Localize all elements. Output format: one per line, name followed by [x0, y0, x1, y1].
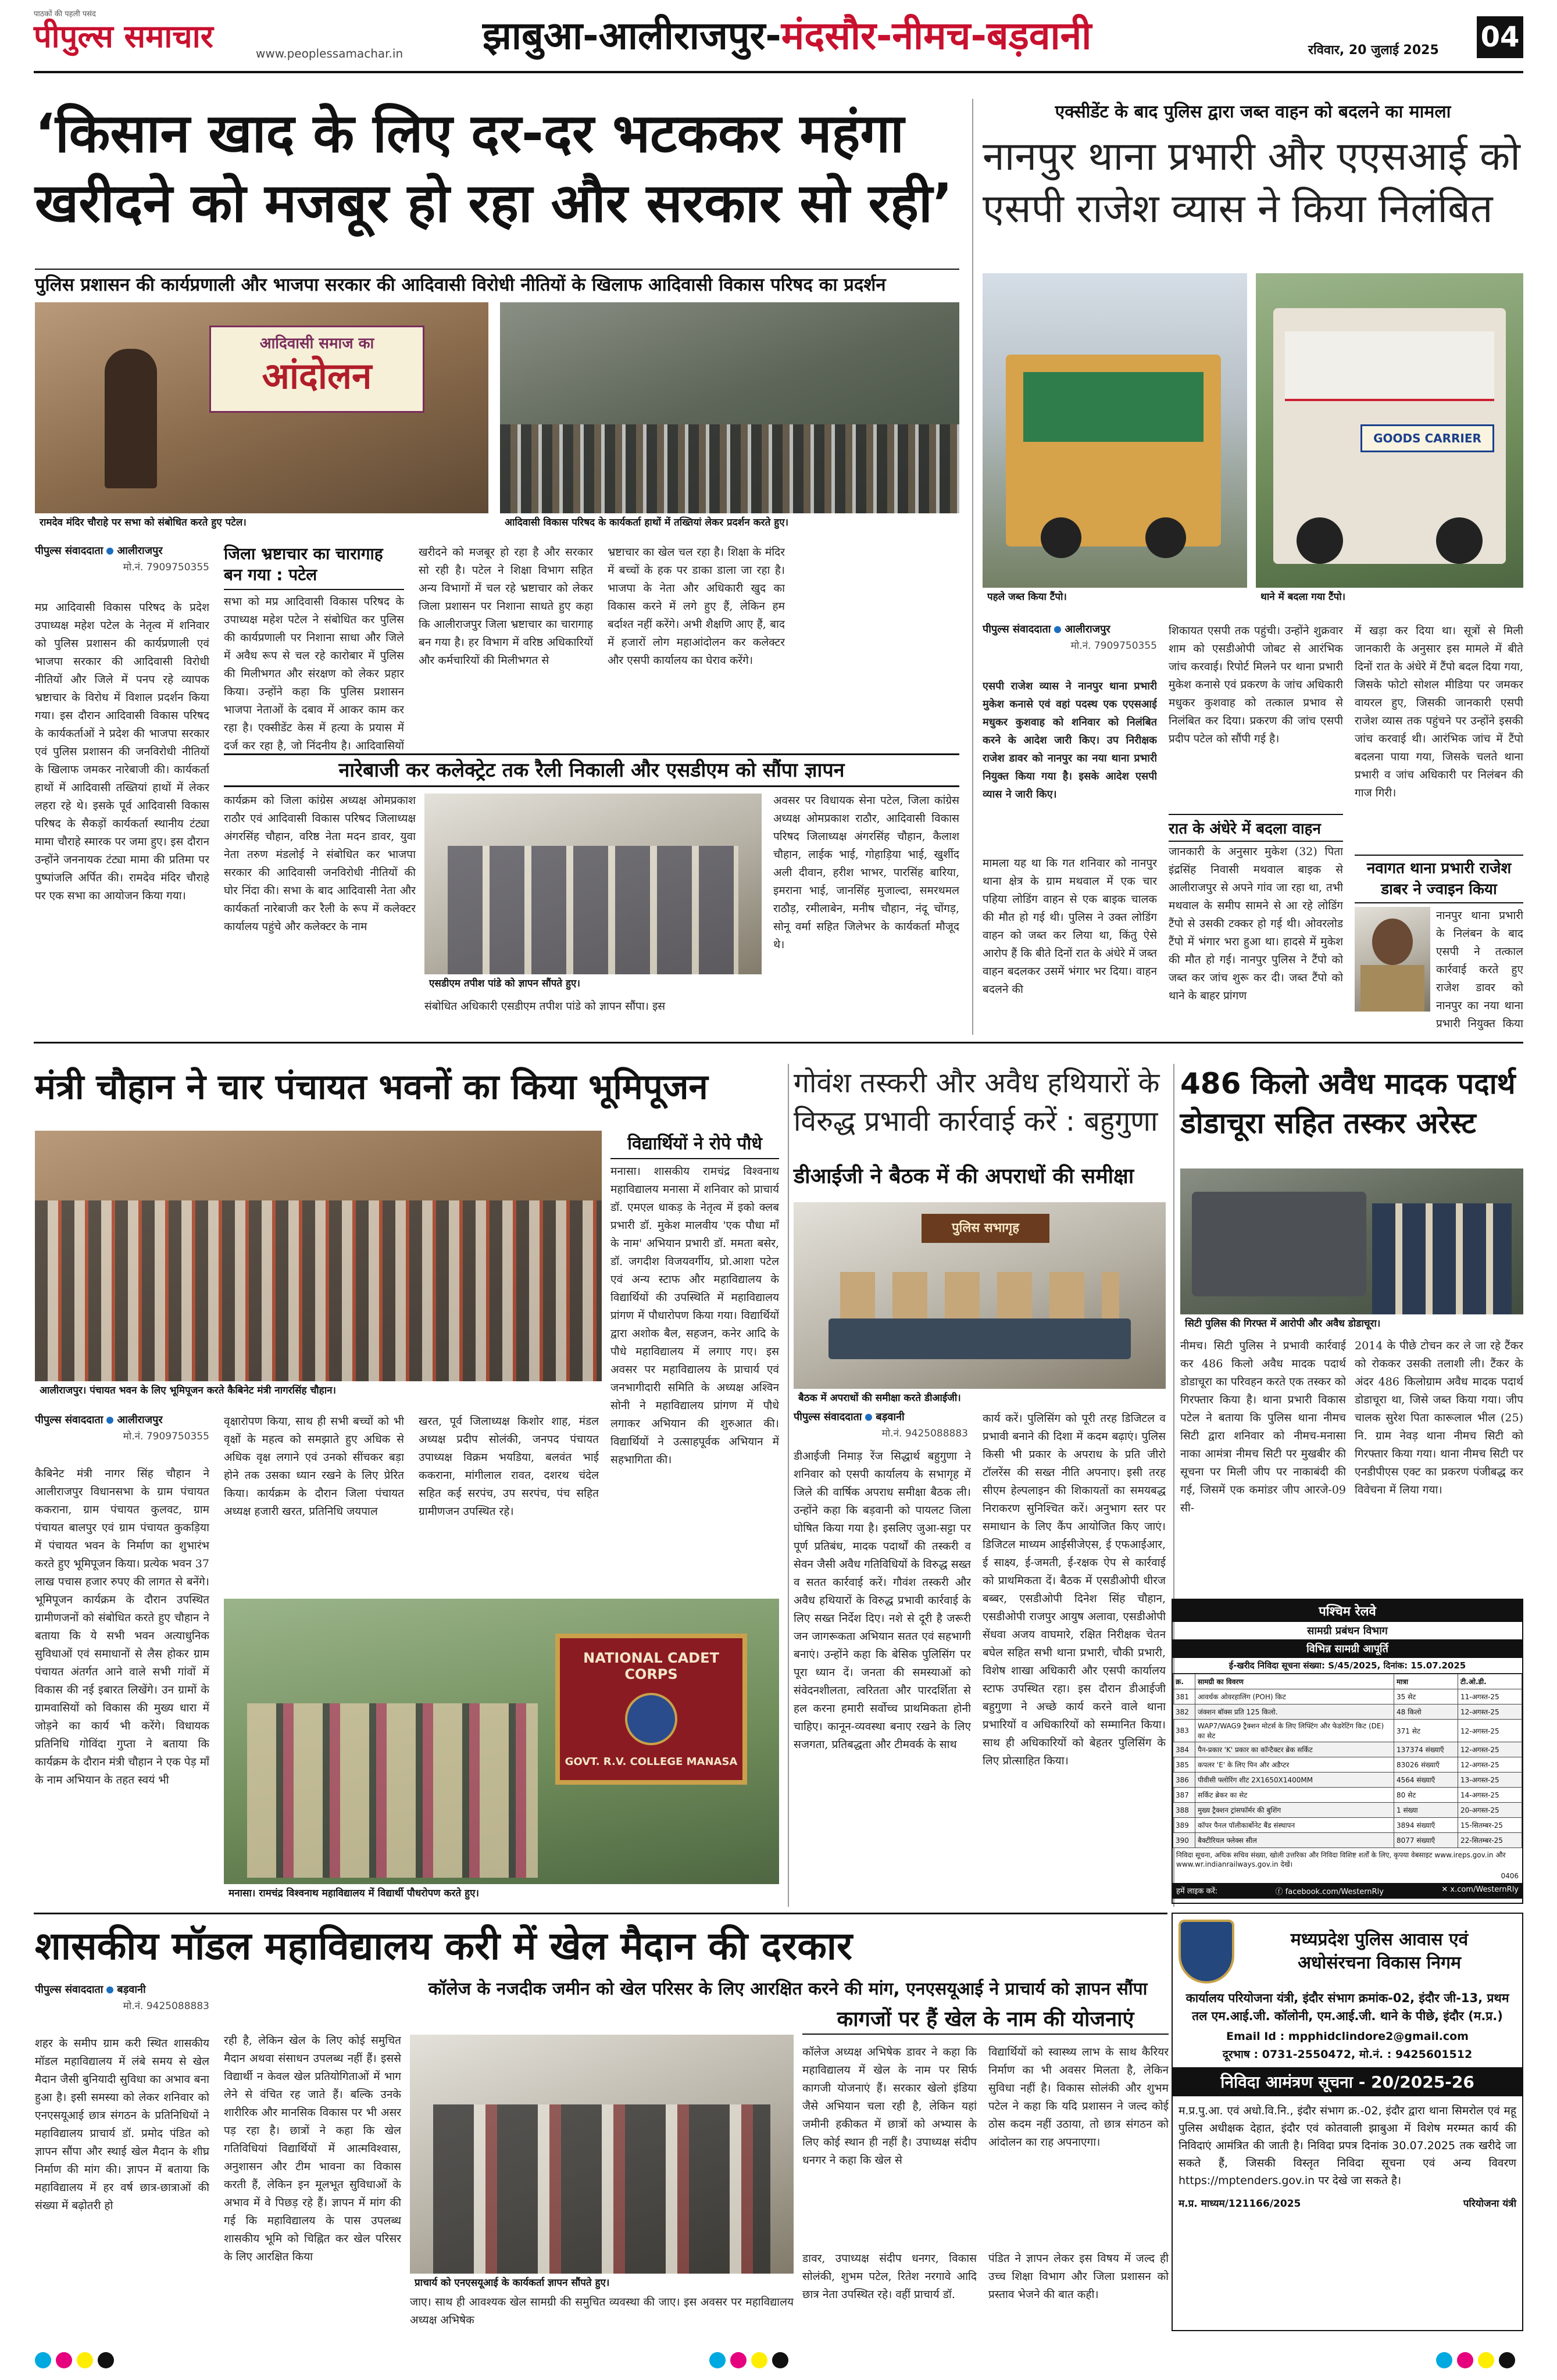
minister-photo[interactable]: [35, 1131, 602, 1398]
table-cell: बैक्टीरियल फ्लेक्स सील: [1195, 1833, 1394, 1848]
table-cell: कॉपर पैनल पॉलीकार्बोनेट बैंड संस्थापन: [1195, 1818, 1394, 1833]
police-email[interactable]: Email Id : mpphidclindore2@gmail.com: [1226, 2030, 1469, 2043]
col-divider: [972, 99, 973, 1035]
col-divider: [788, 1064, 789, 1907]
byline-place: बड़वानी: [876, 1411, 905, 1423]
sports-col-1: शहर के समीप ग्राम करी स्थित शासकीय मॉडल महाविद्यालय में लंबे समय से खेल मैदान जैसी बुनियादी सुविधा का अभाव बना हुआ है। इसी समस्या को लेकर शनिवार को एनएसयूआई छात्र संगठन के प्रतिनिधियों ने महाविद्यालय प्राचार्य डॉ. प्रमोद पंडित को ज्ञापन सौंपा और स्थाई खेल मैदान के शीघ्र निर्माण की मांग की। ज्ञापन में बताया कि महाविद्यालय में हर वर्ष छात्र-छात्राओं की संख्या में बढ़ोतरी हो: [35, 2037, 209, 2212]
lead-photo-3-caption: एसडीएम तपीश पांडे को ज्ञापन सौंपते हुए।: [424, 974, 762, 991]
narcotics-photo-caption: सिटी पुलिस की गिरफ्त में आरोपी और अवैध डोडाचूरा।: [1180, 1314, 1523, 1331]
byline-place: आलीराजपुर: [117, 1414, 163, 1426]
table-cell: 386: [1173, 1773, 1195, 1788]
lead-col-5: कार्यक्रम को जिला कांग्रेस अध्यक्ष ओमप्रकाश राठौर एवं आदिवासी विकास परिषद जिलाध्यक्ष अंगरसिंह चौहान, वरिष्ठ नेता मदन डावर, युवा नेता तरुण मंडलोई ने संबोधित कर भाजपा सरकार की आदिवासी जनविरोधी नीतियों की घोर निंदा की। सभा के बाद आदिवासी नेता और कार्यकर्ता नारेबाजी कर रैली के रूप में कलेक्टर कार्यालय पहुंचे और कलेक्टर के नाम: [224, 794, 416, 933]
table-cell: 15-सितम्बर-25: [1458, 1818, 1522, 1833]
table-cell: 12-अगस्त-25: [1458, 1757, 1522, 1773]
lead-col-2: सभा को मप्र आदिवासी विकास परिषद के उपाध्यक्ष महेश पटेल ने संबोधित कर पुलिस की कार्यप्रणाली पर निशाना साधा और जिले में अवैध रूप से चल रहे कारोबार में पुलिस की मिलीभगत और संरक्षण को लेकर प्रहार किया। उन्होंने कहा कि पुलिस प्रशासन भाजपा नेताओं के दबाव में आकर काम कर रहा है। एक्सीडेंट केस में हत्या के प्रयास में दर्ज कर रहा है, जो निंदनीय है। आदिवासियों: [224, 595, 404, 752]
dig-col-2: कार्य करें। पुलिसिंग को पूरी तरह डिजिटल व प्रभावी बनाने की दिशा में कदम बढ़ाएं। पुलिस किसी भी प्रकार के अपराध के प्रति जीरो टॉलरेंस की सख्त नीति अपनाए। इसी तरह सीएम हेल्पलाइन की शिकायतों का समयबद्ध निराकरण सुनिश्चित करें। अनुभाग स्तर पर समाधान के लिए कैंप आयोजित किए जाएं। डिजिटल माध्यम आईसीजेएस, ई एफआईआर, ई साक्ष्य, ई-जमती, ई-रक्षक ऐप से कार्रवाई को प्राथमिकता दें। बैठक में एसडीओपी धीरज बब्बर, एसडीओपी दिनेश सिंह चौहान, एसडीओपी राजपुर आयुष अलावा, एसडीओपी सेंधवा अजय वाघमारे, रक्षित निरीक्षक चेतन बघेल सहित सभी थाना प्रभारी, चौकी प्रभारी, विशेष शाखा अधिकारी और एसपी कार्यालय स्टाफ उपस्थित रहा। इस दौरान डीआईजी बहुगुणा ने अच्छे कार्य करने वाले थाना प्रभारियों व अधिकारियों को सम्मानित किया। साथ ही अधिकारियों को बेहतर पुलिसिंग के लिए प्रोत्साहित किया।: [983, 1412, 1166, 1767]
x-link-text: x.com/WesternRly: [1450, 1885, 1519, 1894]
section-rule-2: [34, 1913, 1167, 1914]
railway-tender: [1172, 1599, 1523, 1904]
byline-dot-icon: [106, 1986, 113, 1993]
tender-notice: ई-खरीद निविदा सूचना संख्या: S/45/2025, दिनांक: 15.07.2025: [1173, 1658, 1522, 1674]
crowd-shape: [35, 1200, 602, 1398]
table-cell: WAP7/WAG9 ट्रैक्शन मोटर्स के लिए लिफ्टिंग और फेडरेटिंग किट (DE) का सेट: [1195, 1720, 1394, 1742]
ncc-emblem-icon: [625, 1693, 677, 1745]
section-title-black: झाबुआ-आलीराजपुर-: [483, 13, 781, 58]
table-cell: 3894 संख्याएँ: [1394, 1818, 1458, 1833]
table-cell: 83026 संख्याएँ: [1394, 1757, 1458, 1773]
table-row: [1173, 1720, 1522, 1742]
andolan-banner: [209, 326, 424, 413]
lead-col-7: अवसर पर विधायक सेना पटेल, जिला कांग्रेस अध्यक्ष ओमप्रकाश राठौर, आदिवासी विकास परिषद जिलाध्यक्ष अंगरसिंह चौहान, कैलाश चौहान, लाईक भाई, गोहाड़िया भाई, खुर्शीद अली दीवान, हरीश भाभर, पारसिंह बारिया, इमराना भाई, जानसिंह मुजाल्दा, समरथमल राठौड़, रमीलाबेन, मनीष चौहान, नंदू चोंगड़, सोनू वर्मा सहित जिलेभर के कार्यकर्ता मौजूद थे।: [773, 794, 959, 951]
table-cell: 12-अगस्त-25: [1458, 1742, 1522, 1757]
table-row: [1173, 1818, 1522, 1833]
manasa-sub: विद्यार्थियों ने रोपे पौधे: [610, 1131, 779, 1159]
x-icon: ✕: [1441, 1885, 1451, 1894]
brand-logo[interactable]: [34, 8, 260, 64]
registration-marks-left: [35, 2352, 119, 2371]
byline-org: पीपुल्स संवाददाता: [983, 623, 1051, 635]
table-row: [1173, 1833, 1522, 1848]
students-shape: [247, 1703, 538, 1878]
narcotics-col-2: 2014 के पीछे टोचन कर ले जा रहे टैंकर को रोककर उसकी तलाशी ली। टैंकर के अंदर 486 किलोग्राम अवैध मादक पदार्थ डोडाचूरा था, जिसे जब्त किया गया। जीप चालक सुरेश पिता कारूलाल भील (25) नि. ग्राम नेवड़ थाना नीमच सिटी को गिरफ्तार किया गया। थाना नीमच सिटी पर एनडीपीएस एक्ट का प्रकरण पंजीबद्ध कर विवेचना में लिया गया।: [1355, 1339, 1523, 1496]
truck-1-shape: [1006, 355, 1221, 546]
website-link[interactable]: www.peoplessamachar.in: [256, 47, 403, 60]
byline-mobile: मो.नं. 7909750355: [123, 1431, 209, 1442]
table-cell: पीवीसी फ्लोरिंग शीट 2X1650X1400MM: [1195, 1773, 1394, 1788]
byline-org: पीपुल्स संवाददाता: [794, 1411, 862, 1423]
nanpur-byline: [983, 622, 1157, 652]
registration-marks-right: [1436, 2352, 1520, 2371]
registration-dot: [35, 2352, 51, 2368]
registration-dot: [709, 2352, 726, 2368]
byline-mobile: मो.नं. 9425088883: [881, 1428, 968, 1439]
registration-dot: [730, 2352, 747, 2368]
nanpur-col-3b: नानपुर थाना प्रभारी के निलंबन के बाद एसपी ने तत्काल कार्रवाई करते हुए राजेश डावर को नानपुर का नया थाना प्रभारी नियुक्त किया: [1436, 909, 1523, 1030]
mp-police-emblem-icon: [1179, 1920, 1234, 1984]
facebook-link[interactable]: [1276, 1885, 1384, 1896]
facebook-link-text: facebook.com/WesternRly: [1285, 1888, 1384, 1896]
nanpur-sub-1: रात के अंधेरे में बदला वाहन: [1169, 814, 1343, 842]
masthead-rule: [34, 71, 1523, 73]
speaker-figure: [105, 349, 157, 488]
section-rule-1: [34, 1042, 1523, 1044]
nanpur-sub-2: नवागत थाना प्रभारी राजेश डाबर ने ज्वाइन किया: [1355, 855, 1523, 903]
dig-headline: गोवंश तस्करी और अवैध हथियारों के विरुद्ध प्रभावी कार्रवाई करें : बहुगुणा: [794, 1067, 1160, 1138]
tender-title: विभिन्न सामग्री आपूर्ति: [1173, 1640, 1522, 1658]
table-header-row: [1173, 1674, 1522, 1689]
byline-dot-icon: [1054, 626, 1061, 633]
table-cell: मुख्य ट्रैक्शन ट्रांसफॉर्मर की बुशिंग: [1195, 1803, 1394, 1818]
nanpur-col-3: में खड़ा कर दिया था। सूत्रों से मिली जानकारी के अनुसार इस मामले में बीते दिनों रात के अंधेरे में टैंपो बदल दिया गया, जिसके फोटो सोशल मीडिया पर जमकर वायरल हुए, जिसकी जानकारी एसपी राजेश व्यास तक पहुंचने पर उन्होंने इसकी जांच करवाई थी। आरंभिक जांच में टैंपो बदलना पाया गया, जिसके चलते थाना प्रभारी व जांच अधिकारी पर निलंबन की गाज गिरी।: [1355, 624, 1523, 799]
table-cell: 4564 संख्याएँ: [1394, 1773, 1458, 1788]
table-cell: 11-अगस्त-25: [1458, 1689, 1522, 1704]
byline-dot-icon: [106, 1417, 113, 1424]
sports-photo-caption: प्राचार्य को एनएसयूआई के कार्यकर्ता ज्ञापन सौंपते हुए।: [410, 2274, 794, 2290]
issue-date: रविवार, 20 जुलाई 2025: [1308, 43, 1439, 58]
tender-table: [1173, 1674, 1522, 1848]
lead-photo-1[interactable]: [35, 302, 488, 530]
lead-col-3: खरीदने को मजबूर हो रहा है और सरकार सो रही है। पटेल ने शिक्षा विभाग सहित अन्य विभागों में चल रहे भ्रष्टाचार को लेकर जिला प्रशासन पर निशाना साधते हुए कहा कि आलीराजपुर जिला भ्रष्टाचार का चारागाह बन गया है। हर विभाग में वरिष्ठ अधिकारियों और कर्मचारियों की मिलीभगत से: [419, 546, 593, 667]
police-tender-title: निविदा आमंत्रण सूचना - 20/2025-26: [1173, 2067, 1522, 2096]
narcotics-photo[interactable]: [1180, 1168, 1523, 1331]
page-number: 04: [1477, 16, 1523, 58]
nanpur-headline: नानपुर थाना प्रभारी और एएसआई को एसपी राजेश व्यास ने किया निलंबित: [983, 134, 1520, 232]
sports-col-3: जाए। साथ ही आवश्यक खेल सामग्री की समुचित व्यवस्था की जाए। इस अवसर पर महाविद्यालय अध्यक्ष अभिषेक: [410, 2296, 794, 2327]
ncc-sign-line2: GOVT. R.V. COLLEGE MANASA: [565, 1756, 738, 1768]
police-tender-body: म.प्र.पु.आ. एवं अधो.वि.नि., इंदौर संभाग क्र.-02, इंदौर द्वारा थाना सिमरोल एवं महू पुलिस अधीक्षक देहात, इंदौर एवं कोतवाली झाबुआ में विशेष मरम्मत कार्य की निविदाएं आमंत्रित की जाती है। निविदा प्रपत्र दिनांक 30.07.2025 तक खरीदे जा सकते हैं, जिसकी विस्तृत निविदा सूचना एवं अन्य विवरण https://mptenders.gov.in पर देखे जा सकते है।: [1179, 2104, 1516, 2187]
sports-strap-1: कॉलेज के नजदीक जमीन को खेल परिसर के लिए आरक्षित करने की मांग, एनएसयूआई ने प्राचार्य को ज्ञापन सौंपा: [428, 1979, 1148, 1999]
sports-col-4: कॉलेज अध्यक्ष अभिषेक डावर ने कहा कि महाविद्यालय में खेल के नाम पर सिर्फ कागजी योजनाएं हैं। सरकार खेलो इंडिया जैसे अभियान चला रही है, लेकिन यहां जमीनी हकीकत में छात्रों को अभ्यास के लिए कोई स्थान ही नहीं है। उपाध्यक्ष संदीप धनगर ने कहा कि खेल से: [802, 2046, 977, 2167]
dig-photo-caption: बैठक में अपराधों की समीक्षा करते डीआईजी।: [794, 1389, 1166, 1406]
andolan-banner-main: आंदोलन: [262, 355, 372, 397]
police-sign: परियोजना यंत्री: [1463, 2198, 1516, 2210]
table-cell: 48 किलो: [1394, 1704, 1458, 1720]
dig-col-1: डीआईजी निमाड़ रेंज सिद्धार्थ बहुगुणा ने शनिवार को एसपी कार्यालय के सभागृह में जिले की वार्षिक अपराध समीक्षा बैठक ली। उन्होंने कहा कि बड़वानी को पायलट जिला घोषित किया गया है। इसलिए जुआ-सट्टा पर पूर्ण प्रतिबंध, मादक पदार्थों की तस्करी व सेवन जैसी अवैध गतिविधियों के विरुद्ध सख्त व सतत कार्रवाई करें। गौवंश तस्करी और अवैध हथियारों के विरुद्ध प्रभावी कार्रवाई के लिए सख्त निर्देश दिए। नशे से दूरी है जरूरी जन जागरूकता अभियान सतत एवं सहभागी बनाएं। उन्होंने कहा कि बेसिक पुलिसिंग पर पूरा ध्यान दें। जनता की समस्याओं को संवेदनशीलता, त्वरितता और पारदर्शिता से हल करना हमारी सर्वोच्च प्राथमिकता होनी चाहिए। कानून-व्यवस्था बनाए रखने के लिए सजगता, प्रतिबद्धता और टीमवर्क के साथ: [794, 1450, 971, 1751]
brand-name: पीपुल्स समाचार: [34, 18, 213, 55]
table-cell: 1 संख्या: [1394, 1803, 1458, 1818]
table-header: मात्रा: [1394, 1674, 1458, 1689]
dig-strap: डीआईजी ने बैठक में की अपराधों की समीक्षा: [794, 1164, 1134, 1188]
table-cell: 14-अगस्त-25: [1458, 1788, 1522, 1803]
registration-marks-center: [709, 2352, 793, 2371]
lead-col-1: मप्र आदिवासी विकास परिषद के प्रदेश उपाध्यक्ष महेश पटेल के नेतृत्व में शनिवार को पुलिस प्रशासन की कार्यप्रणाली एवं भाजपा सरकार की आदिवासी विरोधी नीतियों और जिले में पनप रहे व्यापक भ्रष्टाचार के विरोध में विशाल प्रदर्शन किया गया। इस दौरान आदिवासी विकास परिषद के कार्यकर्ताओं ने प्रदेश की भाजपा सरकार एवं पुलिस प्रशासन की जनविरोधी नीतियों के खिलाफ जमकर नारेबाजी की। कार्यकर्ता हाथों में आदिवासी तख्तियां हाथों में लेकर लहरा रहे थे। इसके पूर्व आदिवासी विकास परिषद के सैकड़ों कार्यकर्ता स्थानीय टंट्या मामा चौराहे स्मारक पर जमा हुए। इस दौरान उन्होंने जननायक टंट्या मामा की प्रतिमा पर पुष्पांजलि अर्पित की। रामदेव मंदिर चौराहे पर एक सभा का आयोजन किया गया।: [35, 601, 209, 902]
truck-2-shape: [1273, 308, 1506, 564]
minister-col-3: खरत, पूर्व जिलाध्यक्ष किशोर शाह, मंडल अध्यक्ष प्रदीप सोलंकी, जनपद पंचायत उपाध्यक्ष विक्रम भयडिया, बलवंत भाई ककराना, मांगीलाल रावत, दशरथ चंदेल सहित कई सरपंच, उप सरपंच, पंच सहित ग्रामीणजन उपस्थित रहे।: [419, 1415, 599, 1518]
registration-dot: [1436, 2352, 1452, 2368]
table-cell: 383: [1173, 1720, 1195, 1742]
manasa-photo[interactable]: [224, 1599, 779, 1901]
lead-photo-1-caption: रामदेव मंदिर चौराहे पर सभा को संबोधित करते हुए पटेल।: [35, 513, 488, 530]
facebook-icon: ⓕ: [1275, 1888, 1285, 1896]
nanpur-photo-1[interactable]: [983, 273, 1247, 605]
table-header: सामग्री का विवरण: [1195, 1674, 1394, 1689]
sports-strap-2: कागजों पर हैं खेल के नाम की योजनाएं: [802, 2006, 1169, 2035]
table-cell: 35 सेट: [1394, 1689, 1458, 1704]
manasa-photo-caption: मनासा। रामचंद्र विश्वनाथ महाविद्यालय में विद्यार्थी पौधरोपण करते हुए।: [224, 1884, 779, 1901]
table-cell: 13-अगस्त-25: [1458, 1773, 1522, 1788]
table-cell: 388: [1173, 1803, 1195, 1818]
truck-sign: GOODS CARRIER: [1360, 424, 1494, 452]
table-cell: पैन-प्रकार 'K' प्रकार का कॉन्टैक्टर ब्रेक सर्किट: [1195, 1742, 1394, 1757]
x-link[interactable]: [1441, 1885, 1519, 1896]
nanpur-photo-1-caption: पहले जब्त किया टैंपो।: [983, 588, 1247, 605]
table-row: [1173, 1689, 1522, 1704]
registration-dot: [751, 2352, 767, 2368]
minister-byline: [35, 1413, 209, 1442]
lead-sub-2: नारेबाजी कर कलेक्ट्रेट तक रैली निकाली और एसडीएम को सौंपा ज्ञापन: [224, 753, 959, 787]
dig-byline: [794, 1410, 968, 1439]
table-header: टी.ओ.डी.: [1458, 1674, 1522, 1689]
table-row: [1173, 1788, 1522, 1803]
sports-col-2: रही है, लेकिन खेल के लिए कोई समुचित मैदान अथवा संसाधन उपलब्ध नहीं हैं। इससे विद्यार्थी न केवल खेल प्रतियोगिताओं में भाग लेने से वंचित रह जाते हैं। बल्कि उनके शारीरिक और मानसिक विकास पर भी असर पड़ रहा है। छात्रों ने कहा कि खेल गतिविधियां विद्यार्थियों में आत्मविश्वास, अनुशासन और टीम भावना का विकास करती हैं, लेकिन इन मूलभूत सुविधाओं के अभाव में वे पिछड़ रहे हैं। ज्ञापन में मांग की गई कि महाविद्यालय के पास उपलब्ध शासकीय भूमि को चिह्नित कर खेल परिसर के लिए आरक्षित किया: [224, 2034, 401, 2263]
nanpur-photo-2[interactable]: [1256, 273, 1523, 605]
byline-mobile: मो.नं. 7909750355: [123, 562, 209, 573]
registration-dot: [77, 2352, 93, 2368]
police-tender: [1172, 1913, 1523, 2331]
ncc-sign-line1: NATIONAL CADET CORPS: [583, 1650, 719, 1682]
byline-mobile: मो.नं. 7909750355: [1070, 640, 1157, 652]
registration-dot: [98, 2352, 114, 2368]
table-cell: जंक्शन बॉक्स प्रति 125 किलो.: [1195, 1704, 1394, 1720]
byline-mobile: मो.नं. 9425088883: [123, 2000, 209, 2012]
byline-place: आलीराजपुर: [117, 545, 163, 557]
byline-dot-icon: [106, 548, 113, 555]
andolan-banner-top: आदिवासी समाज का: [259, 335, 374, 352]
table-cell: 382: [1173, 1704, 1195, 1720]
registration-dot: [56, 2352, 72, 2368]
table-cell: 12-अगस्त-25: [1458, 1704, 1522, 1720]
police-ref: म.प्र. माध्यम/121166/2025: [1179, 2198, 1301, 2210]
tender-follow: हमें लाइक करें:: [1176, 1887, 1218, 1896]
byline-org: पीपुल्स संवाददाता: [35, 1414, 103, 1426]
table-cell: 371 सेट: [1394, 1720, 1458, 1742]
section-title: [483, 13, 1091, 59]
table-row: [1173, 1803, 1522, 1818]
minister-col-2: वृक्षारोपण किया, साथ ही सभी बच्चों को भी वृक्षों के महत्व को समझाते हुए अधिक से अधिक वृक्ष लगाने एवं उनको सींचकर बड़ा होने तक उसका ध्यान रखने के लिए प्रेरित किया। कार्यक्रम के दौरान जिला पंचायत अध्यक्ष हजारी खरत, प्रतिनिधि जयपाल: [224, 1415, 404, 1518]
masthead: [0, 0, 1557, 72]
table-cell: 12-अगस्त-25: [1458, 1720, 1522, 1742]
lead-col-6-tail: संबोधित अधिकारी एसडीएम तपीश पांडे को ज्ञापन सौंपा। इस: [424, 1000, 666, 1013]
tender-code: 0406: [1501, 1872, 1519, 1880]
nanpur-kicker: एक्सीडेंट के बाद पुलिस द्वारा जब्त वाहन को बदलने का मामला: [1055, 102, 1451, 122]
nanpur-photo-2-caption: थाने में बदला गया टैंपो।: [1256, 588, 1523, 605]
sports-headline: शासकीय मॉडल महाविद्यालय करी में खेल मैदान की दरकार: [35, 1924, 853, 1968]
sports-photo[interactable]: [410, 2035, 794, 2290]
table-cell: 381: [1173, 1689, 1195, 1704]
section-title-red: मंदसौर-नीमच-बड़वानी: [781, 13, 1092, 58]
nanpur-col-2: शिकायत एसपी तक पहुंची। उन्होंने शुक्रवार शाम को एसडीओपी जोबट से आरंभिक जांच करवाई। रिपोर्ट मिलने पर थाना प्रभारी मुकेश कनासे एवं प्रकरण के जांच अधिकारी मधुकर कुशवाह को तत्काल प्रभाव से निलंबित कर दिया। प्रकरण की जांच एसपी प्रदीप पटेल को सौंपी गई है।: [1169, 624, 1343, 745]
table-row: [1173, 1742, 1522, 1757]
ncc-sign: [555, 1634, 747, 1785]
tender-social-bar: [1173, 1883, 1522, 1899]
table-row: [1173, 1757, 1522, 1773]
lead-byline: [35, 544, 209, 573]
lead-photo-2-caption: आदिवासी विकास परिषद के कार्यकर्ता हाथों में तख्तियां लेकर प्रदर्शन करते हुए।: [500, 513, 959, 530]
sports-col-4b: डावर, उपाध्यक्ष संदीप धनगर, विकास सोलंकी, शुभम पटेल, रितेश नरगावे आदि छात्र नेता उपस्थित रहे। वहीं प्राचार्य डॉ.: [802, 2252, 977, 2301]
byline-org: पीपुल्स संवाददाता: [35, 545, 103, 557]
room-sign: पुलिस सभागृह: [922, 1214, 1049, 1243]
brand-tagline: पाठकों की पहली पसंद: [34, 10, 96, 19]
table-cell: 137374 संख्याएँ: [1394, 1742, 1458, 1757]
registration-dot: [1499, 2352, 1515, 2368]
lead-sub-1: [224, 544, 404, 590]
lead-col-4: भ्रष्टाचार का खेल चल रहा है। शिक्षा के मंदिर में बच्चों के हक पर डाका डाला जा रहा है। भाजपा के नेता और अधिकारी खुद का विकास करने में लगे हुए हैं, लेकिन हम बर्दाश्त नहीं करेंगे। अभी शैक्षणि आए हैं, बाद में हजारों लोग महाआंदोलन कर कलेक्टर और एसपी कार्यालय का घेराव करेंगे।: [608, 546, 785, 667]
police-phone: दूरभाष : 0731-2550472, मो.नं. : 9425601512: [1222, 2048, 1473, 2061]
table-cell: 80 सेट: [1394, 1788, 1458, 1803]
police-org-line1: मध्यप्रदेश पुलिस आवास एवं: [1290, 1929, 1469, 1950]
narcotics-headline: 486 किलो अवैध मादक पदार्थ डोडाचूरा सहित तस्कर अरेस्ट: [1180, 1067, 1516, 1140]
table-cell: 22-सितम्बर-25: [1458, 1833, 1522, 1848]
sports-col-5: विद्यार्थियों को स्वास्थ्य लाभ के साथ कैरियर निर्माण का भी अवसर मिलता है, लेकिन सुविधा नहीं है। विकास सोलंकी और शुभम पटेल ने कहा कि यदि प्रशासन ने जल्द कोई ठोस कदम नहीं उठाया, तो छात्र संगठन को आंदोलन का राह अपनाएगा।: [988, 2046, 1169, 2149]
registration-dot: [772, 2352, 788, 2368]
police-org-line2: अधोसंरचना विकास निगम: [1298, 1953, 1461, 1973]
nanpur-bold-lead: एसपी राजेश व्यास ने नानपुर थाना प्रभारी मुकेश कनासे एवं वहां पदस्थ एक एएसआई मधुकर कुशवाह को शनिवार को निलंबित करने के आदेश जारी किए। उप निरीक्षक राजेश डावर को नानपुर का नया थाना प्रभारी नियुक्त किया गया है। इसके आदेश एसपी व्यास ने जारी किए।: [983, 680, 1157, 801]
table-cell: कपलर 'E' के लिए पिन और अडैप्टर: [1195, 1757, 1394, 1773]
registration-dot: [1478, 2352, 1494, 2368]
lead-strap: पुलिस प्रशासन की कार्यप्रणाली और भाजपा सरकार की आदिवासी विरोधी नीतियों के खिलाफ आदिवासी विकास परिषद का प्रदर्शन: [35, 269, 959, 298]
byline-dot-icon: [865, 1414, 872, 1421]
table-row: [1173, 1704, 1522, 1720]
table-cell: 20-अगस्त-25: [1458, 1803, 1522, 1818]
nanpur-col-2b: जानकारी के अनुसार मुकेश (32) पिता इंद्रसिंह निवासी मथवाल बाइक से आलीराजपुर से अपने गांव जा रहा था, तभी मथवाल के समीप सामने से आ रहे लोडिंग टैंपो से उसकी टक्कर हो गई थी। ओवरलोड टैंपो में भंगार भरा हुआ था। हादसे में मुकेश की मौत हो गई। नानपुर पुलिस ने टैंपो को जब्त कर जांच शुरू कर दी। जब्त टैंपो को थाने के बाहर प्रांगण: [1169, 845, 1343, 1002]
byline-org: पीपुल्स संवाददाता: [35, 1984, 103, 1996]
nanpur-col-1: मामला यह था कि गत शनिवार को नानपुर थाना क्षेत्र के ग्राम मथवाल में एक चार पहिया लोडिंग वाहन से एक बाइक चालक की मौत हो गई थी। पुलिस ने उक्त लोडिंग वाहन को जब्त कर लिया था, किंतु ऐसे आरोप हैं कि बीते दिनों रात के अंधेरे में जब्त वाहन बदलकर उसमें भंगार भर दिया। वाहन बदलने की: [983, 857, 1157, 996]
table-cell: 389: [1173, 1818, 1195, 1833]
sports-byline: [35, 1982, 209, 2012]
table-cell: 385: [1173, 1757, 1195, 1773]
group-shape: [448, 846, 738, 991]
byline-place: बड़वानी: [117, 1984, 146, 1996]
table-row: [1173, 1773, 1522, 1788]
minister-headline: मंत्री चौहान ने चार पंचायत भवनों का किया भूमिपूजन: [35, 1067, 708, 1107]
minister-col-1: कैबिनेट मंत्री नागर सिंह चौहान ने आलीराजपुर विधानसभा के ग्राम पंचायत ककराना, ग्राम पंचायत कुलवट, ग्राम पंचायत बालपुर एवं ग्राम पंचायत कुकड़िया में पंचायत भवन के निर्माण का शुभारंभ करते हुए भूमिपूजन किया। प्रत्येक भवन 37 लाख पचास हजार रुपए की लागत से बनेंगे। भूमिपूजन कार्यक्रम के दौरान उपस्थित ग्रामीणजनों को संबोधित करते हुए चौहान ने बताया कि ये सभी भवन अत्याधुनिक सुविधाओं एवं समाधानों से लैस होकर ग्राम पंचायत अंतर्गत आने वाले सभी गांवों में विकास की नई इबारत लिखेंगे। उन ग्रामों के ग्रामवासियों को विकास की मुख्य धारा में जोड़ने का कार्य भी करेंगे। विधायक प्रतिनिधि गोविंदा गुप्ता ने बताया कि कार्यक्रम के दौरान मंत्री चौहान ने एक पेड़ माँ के नाम अभियान के तहत स्वयं भी: [35, 1467, 209, 1786]
byline-place: आलीराजपुर: [1065, 623, 1110, 635]
lead-headline: ‘किसान खाद के लिए दर-दर भटककर महंगा खरीदने को मजबूर हो रहा और सरकार सो रही’: [35, 102, 953, 234]
table-cell: 384: [1173, 1742, 1195, 1757]
si-portrait[interactable]: [1355, 907, 1430, 1012]
table-cell: आवर्धक ओवरहालिंग (POH) किट: [1195, 1689, 1394, 1704]
police-office: कार्यालय परियोजना यंत्री, इंदौर संभाग क्रमांक-02, इंदौर जी-13, प्रथम तल एम.आई.जी. कॉलोनी, एम.आई.जी. थाने के पीछे, इंदौर (म.प्र.): [1185, 1991, 1509, 2023]
registration-dot: [1457, 2352, 1473, 2368]
minister-photo-caption: आलीराजपुर। पंचायत भवन के लिए भूमिपूजन करते कैबिनेट मंत्री नागरसिंह चौहान।: [35, 1381, 602, 1398]
table-cell: सर्किट ब्रेकर का सेट: [1195, 1788, 1394, 1803]
table-cell: 8077 संख्याएँ: [1394, 1833, 1458, 1848]
narcotics-col-1: नीमच। सिटी पुलिस ने प्रभावी कार्रवाई कर 486 किलो अवैध मादक पदार्थ डोडाचूरा का परिवहन करते एक तस्कर को गिरफ्तार किया है। थाना प्रभारी विकास पटेल ने बताया कि पुलिस थाना नीमच सिटी द्वारा शनिवार को नीमच-मनासा नाका आमंत्रा नीमच सिटी पर मुखबीर की सूचना पर मिली जीप पर नाकाबंदी की गई, जिसमें एक कमांडर जीप आरजे-09 सी-: [1180, 1339, 1346, 1514]
sports-col-5b: पंडित ने ज्ञापन लेकर इस विषय में जल्द ही उच्च शिक्षा विभाग और जिला प्रशासन को प्रस्ताव भेजने की बात कही।: [988, 2252, 1169, 2301]
dig-photo[interactable]: [794, 1202, 1166, 1406]
lead-photo-3[interactable]: [424, 794, 762, 991]
tender-org: पश्चिम रेलवे: [1173, 1600, 1522, 1622]
table-header: क्र.: [1173, 1674, 1195, 1689]
table-cell: 387: [1173, 1788, 1195, 1803]
tender-dept: सामग्री प्रबंधन विभाग: [1173, 1622, 1522, 1640]
lead-photo-2[interactable]: [500, 302, 959, 530]
manasa-col: मनासा। शासकीय रामचंद्र विश्वनाथ महाविद्यालय मनासा में शनिवार को प्राचार्य डॉ. एमएल धाकड़ के नेतृत्व में इको क्लब प्रभारी डॉ. मुकेश मालवीय 'एक पौधा माँ के नाम' अभियान प्रभारी डॉ. ममता बसेर, डॉ. जगदीश विजयवर्गीय, प्रो.आशा पटेल एवं अन्य स्टाफ और महाविद्यालय के विद्यार्थियों की उपस्थिति में महाविद्यालय प्रांगण में पौधारोपण किया गया। विद्यार्थियों द्वारा अशोक बैल, सहजन, कनेर आदि के पौधे महाविद्यालय में लगाए गए। इस अवसर पर महाविद्यालय के प्राचार्य एवं जनभागीदारी समिति के अध्यक्ष अश्विन सोनी ने महाविद्यालय प्रांगण में पौधे लगाकर अभियान की शुरुआत की। विद्यार्थियों ने उत्साहपूर्वक अभियान में सहभागिता की।: [610, 1165, 779, 1466]
table-cell: 390: [1173, 1833, 1195, 1848]
lead-sub-1-text: जिला भ्रष्टाचार का चारागाह बन गया : पटेल: [224, 544, 404, 590]
tender-footnote: निविदा सूचना, अधिक सचिव संख्या, खोली उत्तरिका और निविदा विशिष्ट शर्तों के लिए, कृपया वेबसाइट www.ireps.gov.in और www.wr.indianrailways.gov.in देखें।: [1176, 1851, 1506, 1868]
